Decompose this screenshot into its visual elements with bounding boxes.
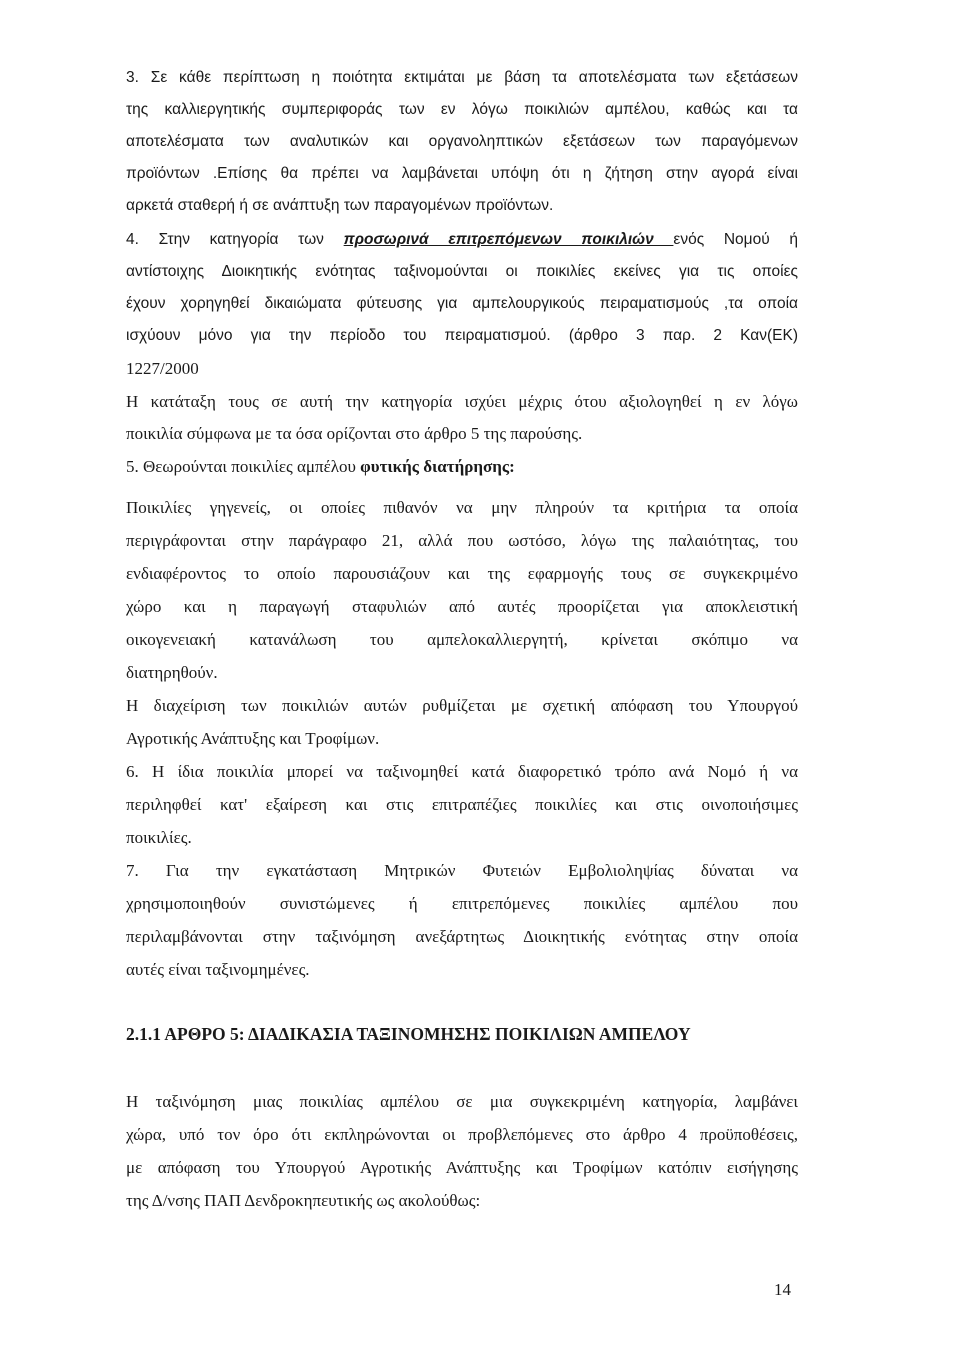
paragraph-line: προϊόντων .Επίσης θα πρέπει να λαμβάνεται υπόψη ότι η ζήτηση στην αγορά είναι <box>126 165 798 182</box>
item-4-lead: 4. Στην κατηγορία των <box>126 231 344 248</box>
paragraph-line: οικογενειακή κατανάλωση του αμπελοκαλλιεργητή, κρίνεται σκόπιμο να <box>126 630 798 649</box>
paragraph-line: ποικιλίες. <box>126 828 192 847</box>
paragraph-line: της καλλιεργητικής συμπεριφοράς των εν λόγω ποικιλιών αμπέλου, καθώς και τα <box>126 101 798 118</box>
paragraph-line: Η ταξινόμηση μιας ποικιλίας αμπέλου σε μια συγκεκριμένη κατηγορία, λαμβάνει <box>126 1092 798 1111</box>
item-4-emphasis: προσωρινά επιτρεπόμενων ποικιλιών <box>343 231 674 248</box>
paragraph-line: χώρα, υπό τον όρο ότι εκπληρώνονται οι προβλεπόμενες στο άρθρο 4 προϋποθέσεις, <box>126 1125 798 1144</box>
paragraph-line: αυτές είναι ταξινομημένες. <box>126 960 310 979</box>
item-4-tail: ενός Νομού ή <box>673 231 799 248</box>
item-5-lead: 5. Θεωρούνται ποικιλίες αμπέλου <box>126 457 361 476</box>
paragraph-line: Η κατάταξη τους σε αυτή την κατηγορία ισχύει μέχρις ότου αξιολογηθεί η εν λόγω <box>126 392 798 411</box>
section-heading: 2.1.1 ΑΡΘΡΟ 5: ΔΙΑΔΙΚΑΣΙΑ ΤΑΞΙΝΟΜΗΣΗΣ ΠΟΙΚΙΛΙΩΝ ΑΜΠΕΛΟΥ <box>126 1024 691 1044</box>
item-5-emphasis: φυτικής διατήρησης: <box>360 457 515 476</box>
paragraph-line: διατηρηθούν. <box>126 663 218 682</box>
page-number: 14 <box>774 1280 791 1299</box>
paragraph-line: αποτελέσματα των αναλυτικών και οργανοληπτικών εξετάσεων των παραγόμενων <box>126 133 798 150</box>
paragraph-line: περιλαμβάνονται στην ταξινόμηση ανεξάρτητως Διοικητικής ενότητας στην οποία <box>126 927 798 946</box>
paragraph-line: ενδιαφέροντος το οποίο παρουσιάζουν και της εφαρμογής τους σε συγκεκριμένο <box>126 564 798 583</box>
paragraph-line: αντίστοιχης Διοικητικής ενότητας ταξινομούνται οι ποικιλίες εκείνες για τις οποίες <box>126 263 798 280</box>
paragraph-line: Η διαχείριση των ποικιλιών αυτών ρυθμίζεται με σχετική απόφαση του Υπουργού <box>126 696 798 715</box>
paragraph-line: Αγροτικής Ανάπτυξης και Τροφίμων. <box>126 729 380 748</box>
paragraph-line: αρκετά σταθερή ή σε ανάπτυξη των παραγομένων προϊόντων. <box>126 197 554 214</box>
paragraph-line: 7. Για την εγκατάσταση Μητρικών Φυτειών Εμβολιοληψίας δύναται να <box>126 861 798 880</box>
paragraph-line: 3. Σε κάθε περίπτωση η ποιότητα εκτιμάται με βάση τα αποτελέσματα των εξετάσεων <box>126 69 798 86</box>
paragraph-line: ισχύουν μόνο για την περίοδο του πειραματισμού. (άρθρο 3 παρ. 2 Καν(ΕΚ) <box>126 327 798 344</box>
item-5-line <box>126 455 798 479</box>
paragraph-line: 6. Η ίδια ποικιλία μπορεί να ταξινομηθεί κατά διαφορετικό τρόπο ανά Νομό ή να <box>126 762 798 781</box>
paragraph-line: χρησιμοποιηθούν συνιστώμενες ή επιτρεπόμενες ποικιλίες αμπέλου που <box>126 894 798 913</box>
paragraph-line: 1227/2000 <box>126 359 199 378</box>
paragraph-line: περιγράφονται στην παράγραφο 21, αλλά που ωστόσο, λόγω της παλαιότητας, του <box>126 531 798 550</box>
paragraph-line: ποικιλία σύμφωνα με τα όσα ορίζονται στο άρθρο 5 της παρούσης. <box>126 424 583 443</box>
paragraph-line: έχουν χορηγηθεί δικαιώματα φύτευσης για αμπελουργικούς πειραματισμούς ,τα οποία <box>126 295 798 312</box>
paragraph-line: χώρο και η παραγωγή σταφυλιών από αυτές προορίζεται για αποκλειστική <box>126 597 798 616</box>
item-4-first-line <box>126 228 798 252</box>
paragraph-line: με απόφαση του Υπουργού Αγροτικής Ανάπτυξης και Τροφίμων κατόπιν εισήγησης <box>126 1158 798 1177</box>
paragraph-line: της Δ/νσης ΠΑΠ Δενδροκηπευτικής ως ακολούθως: <box>126 1191 481 1210</box>
paragraph-line: Ποικιλίες γηγενείς, οι οποίες πιθανόν να μην πληρούν τα κριτήρια τα οποία <box>126 498 798 517</box>
paragraph-line: περιληφθεί κατ' εξαίρεση και στις επιτραπέζιες ποικιλίες και στις οινοποιήσιμες <box>126 795 798 814</box>
